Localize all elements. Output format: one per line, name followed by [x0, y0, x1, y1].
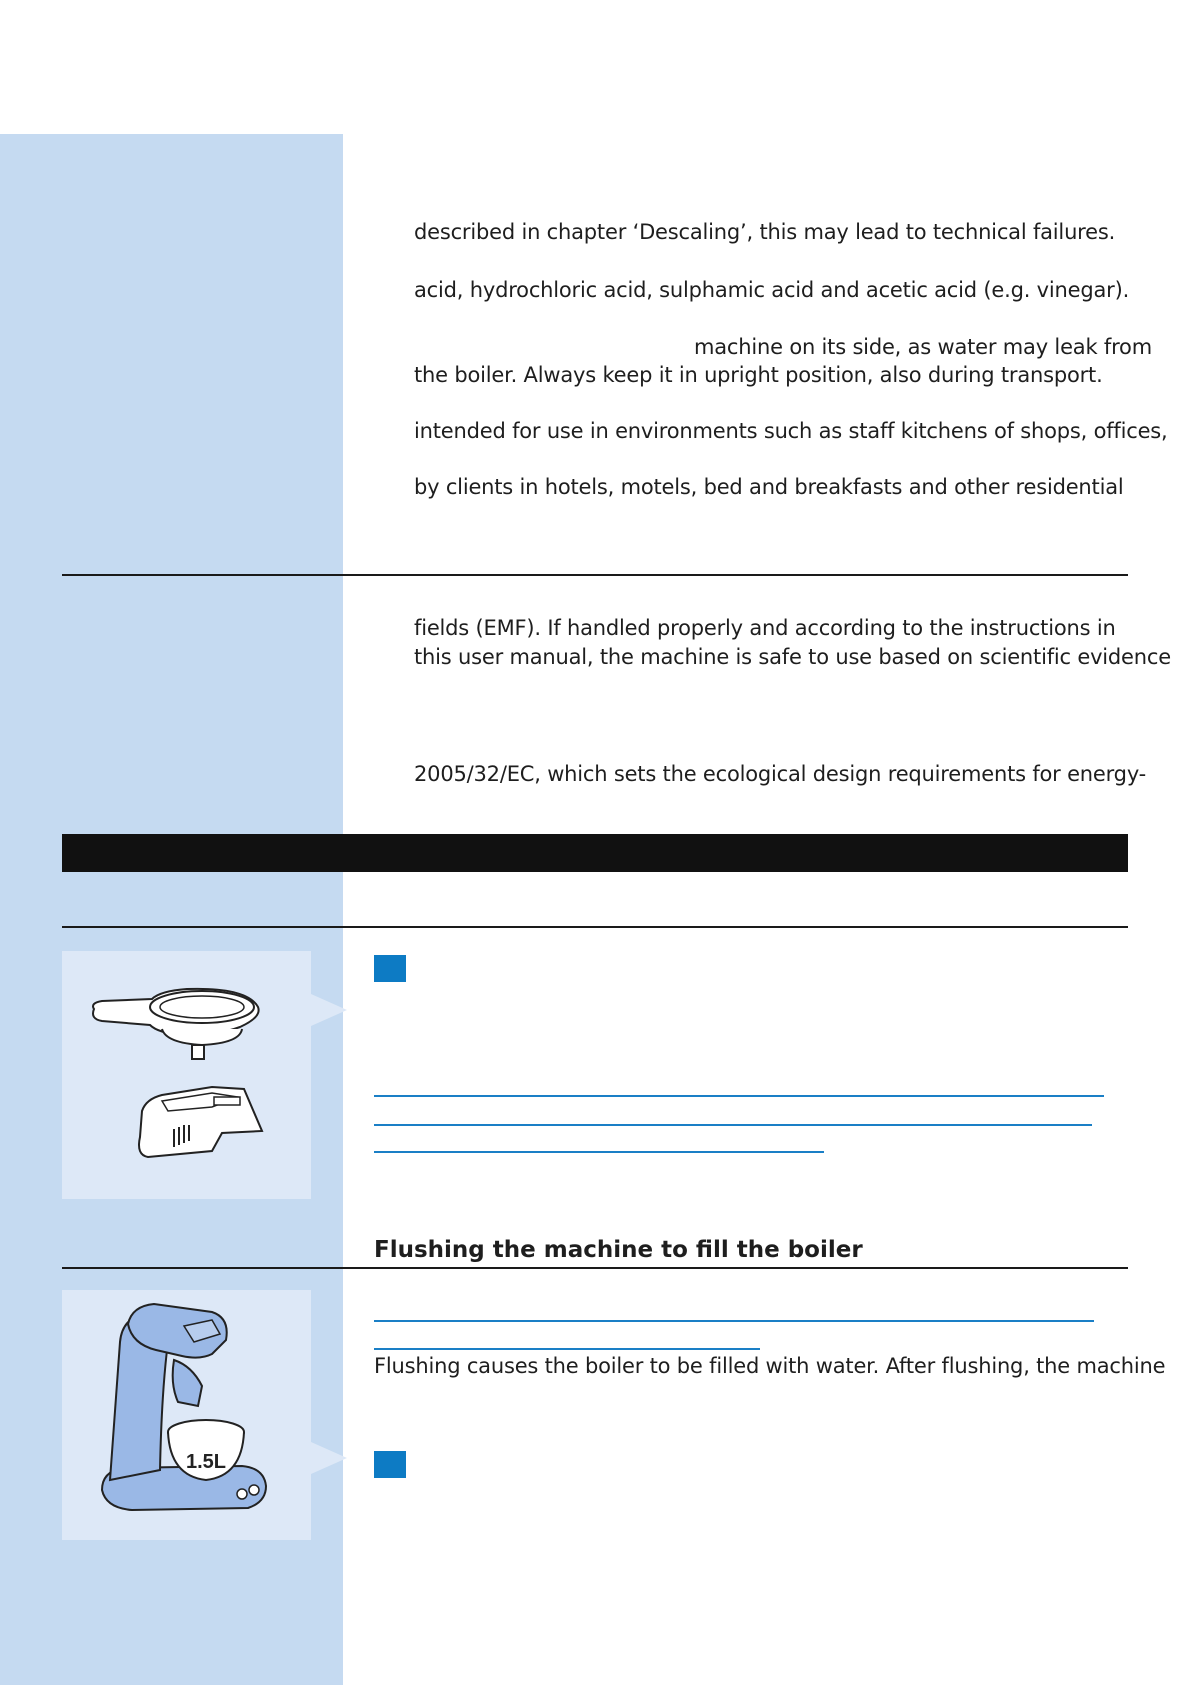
text-line-2: acid, hydrochloric acid, sulphamic acid and acetic acid (e.g. vinegar). — [414, 278, 1130, 302]
text-line-9: 2005/32/EC, which sets the ecological design requirements for energy- — [414, 762, 1147, 786]
text-line-6: by clients in hotels, motels, bed and breakfasts and other residential — [414, 475, 1124, 499]
section-heading: Flushing the machine to fill the boiler — [374, 1237, 863, 1263]
link-underline — [374, 1151, 824, 1153]
step-marker — [374, 1451, 406, 1478]
illustration-panel — [62, 1290, 311, 1540]
illustration-pointer — [311, 994, 347, 1026]
link-underline — [374, 1095, 1104, 1097]
chapter-header-bar — [62, 834, 1128, 872]
text-line-5: intended for use in environments such as staff kitchens of shops, offices, — [414, 419, 1168, 443]
step-marker — [374, 955, 406, 982]
text-line-10: Flushing causes the boiler to be filled with water. After flushing, the machine — [374, 1354, 1166, 1378]
link-underline — [374, 1348, 760, 1350]
cup-label: 1.5L — [185, 1451, 227, 1473]
text-line-7: fields (EMF). If handled properly and according to the instructions in — [414, 616, 1116, 640]
section-divider — [62, 1267, 1128, 1269]
water-reservoir-part-icon — [62, 951, 311, 1199]
text-line-4: the boiler. Always keep it in upright position, also during transport. — [414, 363, 1103, 387]
section-divider — [62, 574, 1128, 576]
section-divider — [62, 926, 1128, 928]
text-line-8: this user manual, the machine is safe to use based on scientific evidence — [414, 645, 1171, 669]
link-underline — [374, 1124, 1092, 1126]
illustration-pointer — [311, 1442, 347, 1474]
text-line-3: machine on its side, as water may leak from — [694, 335, 1152, 359]
illustration-panel — [62, 951, 311, 1199]
text-line-1: described in chapter ‘Descaling’, this may lead to technical failures. — [414, 220, 1116, 244]
coffee-machine-icon — [62, 1290, 311, 1540]
link-underline — [374, 1320, 1094, 1322]
